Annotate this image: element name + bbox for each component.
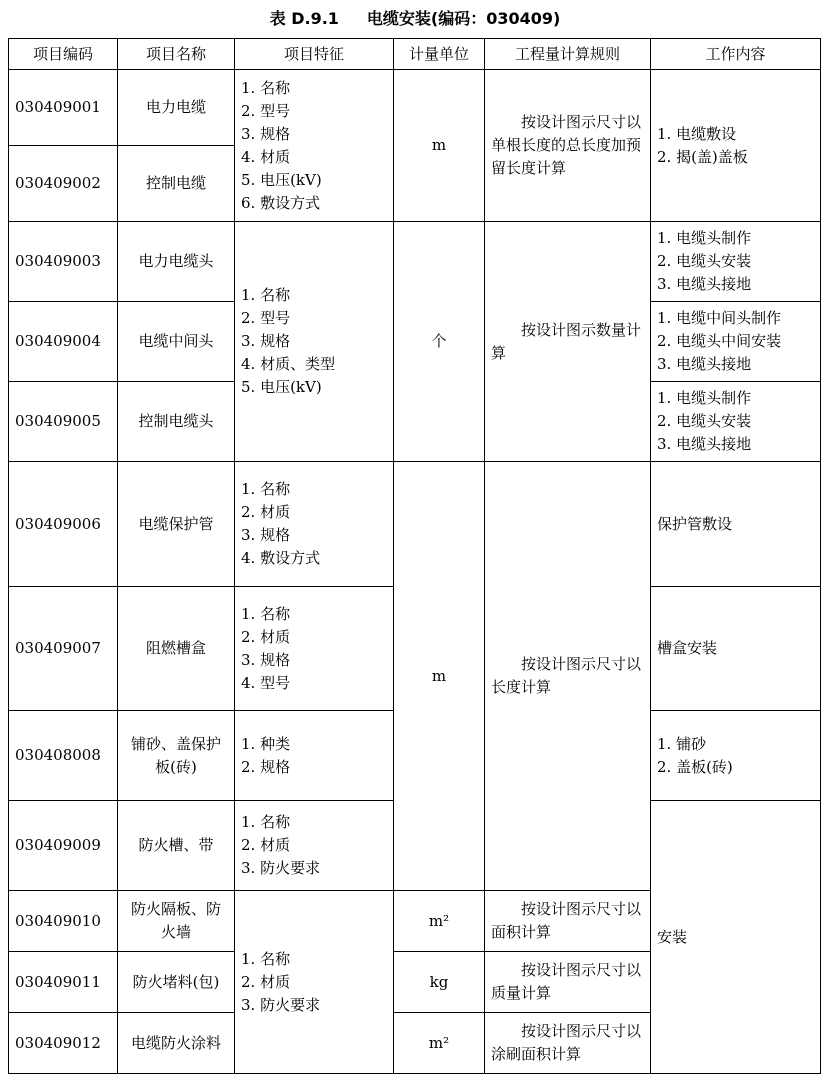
item-work: 安装: [651, 801, 821, 1074]
item-features: 1. 名称 2. 材质 3. 规格 4. 敷设方式: [235, 462, 394, 587]
item-work: 1. 铺砂 2. 盖板(砖): [651, 711, 821, 801]
item-code: 030409004: [9, 302, 118, 382]
header-features: 项目特征: [235, 39, 394, 70]
item-work: 1. 电缆头制作 2. 电缆头安装 3. 电缆头接地: [651, 382, 821, 462]
item-name: 电力电缆头: [118, 222, 235, 302]
item-code: 030409001: [9, 70, 118, 146]
item-features: 1. 名称 2. 材质 3. 规格 4. 型号: [235, 587, 394, 711]
header-rule: 工程量计算规则: [485, 39, 651, 70]
item-rule: 按设计图示数量计算: [485, 222, 651, 462]
table-caption: 电缆安装(编码：030409): [366, 9, 561, 28]
item-code: 030409012: [9, 1013, 118, 1074]
item-unit: m²: [394, 891, 485, 952]
cable-installation-table: [8, 38, 821, 1074]
header-name: 项目名称: [118, 39, 235, 70]
item-unit: m²: [394, 1013, 485, 1074]
table-row: [9, 70, 821, 146]
item-name: 电力电缆: [118, 70, 235, 146]
header-unit: 计量单位: [394, 39, 485, 70]
item-code: 030409002: [9, 146, 118, 222]
item-name: 控制电缆头: [118, 382, 235, 462]
item-rule: 按设计图示尺寸以质量计算: [485, 952, 651, 1013]
item-features: 1. 名称 2. 型号 3. 规格 4. 材质 5. 电压(kV) 6. 敷设方式: [235, 70, 394, 222]
item-work: 1. 电缆中间头制作 2. 电缆头中间安装 3. 电缆头接地: [651, 302, 821, 382]
item-rule: 按设计图示尺寸以长度计算: [485, 462, 651, 891]
table-row: [9, 462, 821, 587]
item-name: 防火隔板、防火墙: [118, 891, 235, 952]
item-work: 1. 电缆敷设 2. 揭(盖)盖板: [651, 70, 821, 222]
item-work: 保护管敷设: [651, 462, 821, 587]
item-code: 030408008: [9, 711, 118, 801]
item-features: 1. 种类 2. 规格: [235, 711, 394, 801]
table-row: [9, 222, 821, 302]
item-unit: m: [394, 462, 485, 891]
header-work: 工作内容: [651, 39, 821, 70]
item-code: 030409010: [9, 891, 118, 952]
item-work: 1. 电缆头制作 2. 电缆头安装 3. 电缆头接地: [651, 222, 821, 302]
item-rule: 按设计图示尺寸以单根长度的总长度加预留长度计算: [485, 70, 651, 222]
table-title: [0, 6, 830, 29]
item-name: 防火槽、带: [118, 801, 235, 891]
item-rule: 按设计图示尺寸以面积计算: [485, 891, 651, 952]
table-number: 表 D.9.1: [269, 9, 339, 28]
item-name: 铺砂、盖保护板(砖): [118, 711, 235, 801]
item-unit: kg: [394, 952, 485, 1013]
item-name: 控制电缆: [118, 146, 235, 222]
item-name: 防火堵料(包): [118, 952, 235, 1013]
item-rule: 按设计图示尺寸以涂刷面积计算: [485, 1013, 651, 1074]
item-unit: 个: [394, 222, 485, 462]
item-code: 030409005: [9, 382, 118, 462]
item-name: 电缆保护管: [118, 462, 235, 587]
item-name: 电缆中间头: [118, 302, 235, 382]
item-name: 阻燃槽盒: [118, 587, 235, 711]
header-code: 项目编码: [9, 39, 118, 70]
item-code: 030409011: [9, 952, 118, 1013]
header-row: [9, 39, 821, 70]
item-features: 1. 名称 2. 型号 3. 规格 4. 材质、类型 5. 电压(kV): [235, 222, 394, 462]
item-features: 1. 名称 2. 材质 3. 防火要求: [235, 801, 394, 891]
item-unit: m: [394, 70, 485, 222]
item-name: 电缆防火涂料: [118, 1013, 235, 1074]
item-code: 030409006: [9, 462, 118, 587]
item-code: 030409003: [9, 222, 118, 302]
item-code: 030409007: [9, 587, 118, 711]
item-code: 030409009: [9, 801, 118, 891]
item-work: 槽盒安装: [651, 587, 821, 711]
item-features: 1. 名称 2. 材质 3. 防火要求: [235, 891, 394, 1074]
